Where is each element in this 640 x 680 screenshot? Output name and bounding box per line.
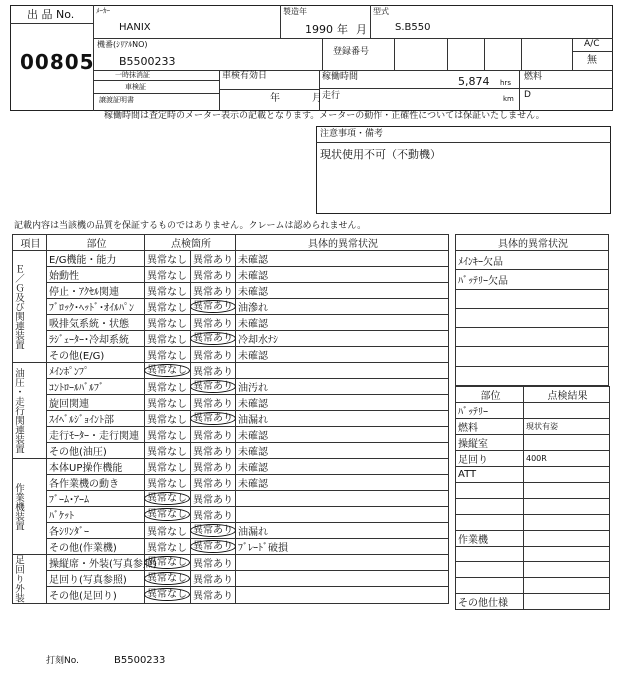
category-label: 足回り外装: [13, 555, 24, 603]
table-row: [456, 498, 610, 514]
table-row: [13, 427, 449, 443]
table-row: [13, 363, 449, 379]
ok-label: 異常なし: [147, 543, 187, 554]
ng-cell: [191, 571, 236, 587]
ng-label: 異常あり: [190, 412, 236, 425]
model-value: S.B550: [395, 22, 431, 33]
results-value: [524, 530, 610, 546]
fuel-label: 燃料: [524, 72, 543, 82]
ok-cell: [145, 395, 191, 411]
part-cell: 操縦席・外装(写真参照): [47, 555, 145, 571]
ok-cell: [145, 299, 191, 315]
ng-cell: [191, 459, 236, 475]
results-value: [524, 498, 610, 514]
detail-cell: 未確認: [236, 251, 449, 267]
ok-label: 異常なし: [147, 335, 187, 346]
ng-label: 異常あり: [193, 463, 233, 474]
table-row: [13, 539, 449, 555]
detail-cell: [236, 587, 449, 603]
table-row: [13, 475, 449, 491]
part-cell: その他(油圧): [47, 443, 145, 459]
ng-label: 異常あり: [193, 287, 233, 298]
hours-label: 稼働時間: [322, 72, 359, 82]
hours-disclaimer: 稼働時間は査定時のメーター表示の記載となります。メーターの動作・正確性については保証いたしません。: [104, 111, 545, 121]
ok-cell: [145, 427, 191, 443]
inspection-table: [12, 234, 449, 604]
table-row: [13, 267, 449, 283]
part-cell: 各ｼﾘﾝﾀﾞｰ: [47, 523, 145, 539]
category-label: 油圧・走行関連装置: [13, 367, 24, 454]
ok-label: 異常なし: [144, 588, 190, 601]
results-header-result: 点検結果: [524, 387, 610, 403]
ng-cell: [191, 539, 236, 555]
table-row: [13, 443, 449, 459]
month-unit: 月: [356, 23, 367, 36]
table-row: [13, 571, 449, 587]
right-detail-line: ﾊﾞｯﾃﾘｰ欠品: [456, 270, 609, 289]
ok-label: 異常なし: [144, 492, 190, 505]
results-part: 作業機: [456, 530, 524, 546]
ok-cell: [145, 411, 191, 427]
notes-label: 注意事項・備考: [320, 129, 384, 139]
distance-label: 走行: [322, 91, 341, 101]
results-part: [456, 562, 524, 578]
table-row: [456, 419, 610, 435]
ng-cell: [191, 523, 236, 539]
results-part: ATT: [456, 467, 524, 483]
detail-cell: 冷却水ﾅｼ: [236, 331, 449, 347]
ng-label: 異常あり: [190, 332, 236, 345]
ok-label: 異常なし: [144, 572, 190, 585]
ok-cell: [145, 347, 191, 363]
notes-box: [316, 126, 611, 214]
ok-label: 異常なし: [147, 303, 187, 314]
results-value: [524, 467, 610, 483]
ng-cell: [191, 443, 236, 459]
registration-label: 登録番号: [333, 47, 370, 57]
ok-label: 異常なし: [147, 319, 187, 330]
results-part: ﾊﾞｯﾃﾘｰ: [456, 403, 524, 419]
results-value: [524, 403, 610, 419]
ok-cell: [145, 363, 191, 379]
category-label: 作業機装置: [13, 482, 24, 531]
lot-label: 出 品 No.: [27, 8, 75, 21]
ok-cell: [145, 587, 191, 603]
table-row: [13, 331, 449, 347]
ok-cell: [145, 283, 191, 299]
part-cell: ｽｲﾍﾞﾙｼﾞｮｲﾝﾄ部: [47, 411, 145, 427]
ok-label: 異常なし: [147, 399, 187, 410]
ng-cell: [191, 251, 236, 267]
year-unit: 年: [337, 23, 348, 36]
list-item: [456, 289, 609, 308]
results-value: [524, 562, 610, 578]
part-cell: ﾊﾞｹｯﾄ: [47, 507, 145, 523]
ng-cell: [191, 267, 236, 283]
ok-cell: [145, 331, 191, 347]
results-value: [524, 482, 610, 498]
table-row: [13, 347, 449, 363]
results-value: [524, 594, 610, 610]
ok-label: 異常なし: [147, 351, 187, 362]
table-row: [13, 459, 449, 475]
results-part: その他仕様: [456, 594, 524, 610]
table-row: [13, 395, 449, 411]
header-check: 点検箇所: [145, 235, 236, 251]
ok-label: 異常なし: [147, 255, 187, 266]
year-value: 1990: [305, 23, 333, 36]
ok-cell: [145, 475, 191, 491]
results-value: [524, 578, 610, 594]
table-header-row: [13, 235, 449, 251]
part-cell: 足回り(写真参照): [47, 571, 145, 587]
ok-cell: [145, 379, 191, 395]
table-row: [13, 299, 449, 315]
year-label: 製造年: [283, 7, 307, 16]
part-cell: 走行ﾓｰﾀｰ・走行関連: [47, 427, 145, 443]
table-row: [13, 315, 449, 331]
results-value: [524, 514, 610, 530]
results-part: 操縦室: [456, 435, 524, 451]
table-row: [13, 587, 449, 603]
ng-cell: [191, 507, 236, 523]
detail-cell: 未確認: [236, 267, 449, 283]
list-item: [456, 347, 609, 366]
ok-cell: [145, 491, 191, 507]
ng-label: 異常あり: [193, 351, 233, 362]
ng-label: 異常あり: [193, 319, 233, 330]
results-part: [456, 498, 524, 514]
table-row: [13, 283, 449, 299]
ok-cell: [145, 251, 191, 267]
ok-label: 異常なし: [147, 287, 187, 298]
category-cell: [13, 555, 47, 604]
detail-cell: [236, 491, 449, 507]
results-value: [524, 435, 610, 451]
vehicle-cert-label: 車検証: [125, 83, 146, 91]
ac-label: A/C: [584, 39, 600, 49]
table-row: [456, 467, 610, 483]
ok-label: 異常なし: [147, 479, 187, 490]
ng-cell: [191, 379, 236, 395]
results-header-part: 部位: [456, 387, 524, 403]
transfer-cert-label: 譲渡証明書: [99, 96, 134, 104]
maker-value: HANIX: [119, 22, 151, 33]
list-item: [456, 308, 609, 327]
ng-label: 異常あり: [193, 575, 233, 587]
ng-cell: [191, 427, 236, 443]
right-detail-line: ﾒｲﾝｷｰ欠品: [456, 251, 609, 270]
model-label: 型式: [373, 7, 389, 16]
detail-cell: 未確認: [236, 347, 449, 363]
part-cell: 吸排気系統・状態: [47, 315, 145, 331]
ng-cell: [191, 347, 236, 363]
right-detail-line: [456, 347, 609, 366]
results-part: 足回り: [456, 451, 524, 467]
detail-cell: [236, 555, 449, 571]
part-cell: ﾌﾞﾛｯｸ･ﾍｯﾄﾞ･ｵｲﾙﾊﾟﾝ: [47, 299, 145, 315]
ng-cell: [191, 555, 236, 571]
results-part: 燃料: [456, 419, 524, 435]
ng-label: 異常あり: [190, 540, 236, 553]
table-row: [13, 523, 449, 539]
table-row: [456, 482, 610, 498]
right-detail-table: [455, 234, 609, 386]
temp-cert-label: 一時抹消証: [115, 71, 150, 79]
part-cell: 本体UP操作機能: [47, 459, 145, 475]
detail-cell: [236, 507, 449, 523]
ng-cell: [191, 331, 236, 347]
table-row: [456, 546, 610, 562]
table-row: [456, 530, 610, 546]
detail-cell: 未確認: [236, 443, 449, 459]
ng-label: 異常あり: [193, 479, 233, 490]
hours-unit: hrs: [500, 79, 511, 87]
detail-cell: 油汚れ: [236, 379, 449, 395]
results-part: [456, 482, 524, 498]
right-detail-line: [456, 308, 609, 327]
ok-label: 異常なし: [147, 463, 187, 474]
table-row: [456, 578, 610, 594]
ok-label: 異常なし: [147, 383, 187, 394]
ok-cell: [145, 315, 191, 331]
ng-cell: [191, 283, 236, 299]
results-part: [456, 546, 524, 562]
list-item: [456, 270, 609, 289]
detail-cell: 油漏れ: [236, 411, 449, 427]
ng-cell: [191, 315, 236, 331]
ng-label: 異常あり: [193, 255, 233, 266]
part-cell: その他(作業機): [47, 539, 145, 555]
inspection-date-label: 車検有効日: [222, 71, 268, 81]
table-row: [13, 555, 449, 571]
detail-cell: 未確認: [236, 315, 449, 331]
ng-label: 異常あり: [193, 511, 233, 522]
serial-value: B5500233: [119, 55, 176, 68]
ok-label: 異常なし: [147, 527, 187, 538]
footer-label: 打刻No.: [46, 656, 79, 666]
ng-label: 異常あり: [193, 367, 233, 378]
part-cell: ﾌﾞｰﾑ･ｱｰﾑ: [47, 491, 145, 507]
results-part: [456, 514, 524, 530]
part-cell: ｺﾝﾄﾛｰﾙﾊﾞﾙﾌﾞ: [47, 379, 145, 395]
detail-cell: [236, 363, 449, 379]
detail-cell: 油漏れ: [236, 523, 449, 539]
ok-label: 異常なし: [147, 431, 187, 442]
table-row: [456, 562, 610, 578]
detail-cell: ﾌﾞﾚｰﾄﾞ破損: [236, 539, 449, 555]
ng-label: 異常あり: [190, 524, 236, 537]
maker-label: ﾒｰｶｰ: [96, 7, 110, 15]
category-cell: [13, 363, 47, 459]
ok-cell: [145, 443, 191, 459]
table-row: [13, 411, 449, 427]
part-cell: 始動性: [47, 267, 145, 283]
ng-label: 異常あり: [190, 380, 236, 393]
table-row: [456, 594, 610, 610]
list-item: [456, 251, 609, 270]
results-value: [524, 546, 610, 562]
right-detail-header: 具体的異常状況: [456, 235, 609, 251]
category-cell: [13, 251, 47, 363]
ok-cell: [145, 459, 191, 475]
detail-cell: [236, 571, 449, 587]
right-detail-line: [456, 328, 609, 347]
ng-label: 異常あり: [193, 559, 233, 571]
ng-label: 異常あり: [190, 300, 236, 313]
ok-label: 異常なし: [144, 508, 190, 521]
ng-label: 異常あり: [193, 271, 233, 282]
quality-disclaimer: 記載内容は当該機の品質を保証するものではありません。クレームは認められません。: [14, 221, 367, 231]
ok-label: 異常なし: [147, 447, 187, 458]
lot-number: 00805: [20, 50, 95, 74]
ok-cell: [145, 507, 191, 523]
ok-label: 異常なし: [147, 271, 187, 282]
ng-cell: [191, 491, 236, 507]
table-row: [13, 507, 449, 523]
part-cell: ﾒｲﾝﾎﾟﾝﾌﾟ: [47, 363, 145, 379]
ok-label: 異常なし: [147, 415, 187, 426]
detail-cell: 油滲れ: [236, 299, 449, 315]
detail-cell: 未確認: [236, 459, 449, 475]
ng-label: 異常あり: [193, 431, 233, 442]
ok-cell: [145, 523, 191, 539]
part-cell: E/G機能・能力: [47, 251, 145, 267]
ok-cell: [145, 571, 191, 587]
ok-label: 異常なし: [144, 364, 190, 377]
ng-label: 異常あり: [193, 591, 233, 603]
table-row: [456, 451, 610, 467]
part-cell: 旋回関連: [47, 395, 145, 411]
results-value: 400R: [524, 451, 610, 467]
ng-label: 異常あり: [193, 495, 233, 506]
right-detail-line: [456, 289, 609, 308]
detail-cell: 未確認: [236, 395, 449, 411]
header-part: 部位: [47, 235, 145, 251]
ng-cell: [191, 475, 236, 491]
results-part: [456, 578, 524, 594]
results-value: 現状有姿: [524, 419, 610, 435]
inspection-month-unit: 月: [312, 93, 322, 104]
category-label: Ｅ／Ｇ及び関連装置: [13, 263, 24, 350]
detail-cell: 未確認: [236, 475, 449, 491]
part-cell: ﾗｼﾞｪｰﾀｰ･冷却系統: [47, 331, 145, 347]
header-item: 項目: [13, 235, 47, 251]
inspection-year-unit: 年: [270, 93, 280, 104]
km-unit: km: [503, 95, 514, 103]
ok-label: 異常なし: [144, 556, 190, 569]
ng-label: 異常あり: [193, 447, 233, 458]
part-cell: その他(E/G): [47, 347, 145, 363]
table-row: [13, 251, 449, 267]
part-cell: その他(足回り): [47, 587, 145, 603]
header-detail: 具体的異常状況: [236, 235, 449, 251]
right-results-table: [455, 386, 610, 610]
list-item: [456, 328, 609, 347]
ng-cell: [191, 411, 236, 427]
table-row: [456, 435, 610, 451]
ng-cell: [191, 299, 236, 315]
hours-value: 5,874: [458, 75, 490, 88]
part-cell: 停止・ｱｸｾﾙ関連: [47, 283, 145, 299]
table-row: [13, 491, 449, 507]
ok-cell: [145, 267, 191, 283]
serial-label: 機番(ｼﾘｱﾙNO): [97, 40, 148, 49]
notes-text: 現状使用不可（不動機）: [320, 148, 441, 161]
list-item: [456, 366, 609, 385]
part-cell: 各作業機の動き: [47, 475, 145, 491]
category-cell: [13, 459, 47, 555]
ok-cell: [145, 555, 191, 571]
table-row: [456, 514, 610, 530]
table-row: [456, 403, 610, 419]
ok-cell: [145, 539, 191, 555]
ng-label: 異常あり: [193, 399, 233, 410]
table-row: [13, 379, 449, 395]
right-detail-line: [456, 366, 609, 385]
detail-cell: 未確認: [236, 427, 449, 443]
fuel-value: D: [524, 90, 531, 100]
ng-cell: [191, 363, 236, 379]
ng-cell: [191, 395, 236, 411]
ac-value: 無: [587, 55, 597, 66]
ng-cell: [191, 587, 236, 603]
detail-cell: 未確認: [236, 283, 449, 299]
footer-value: B5500233: [114, 655, 166, 666]
